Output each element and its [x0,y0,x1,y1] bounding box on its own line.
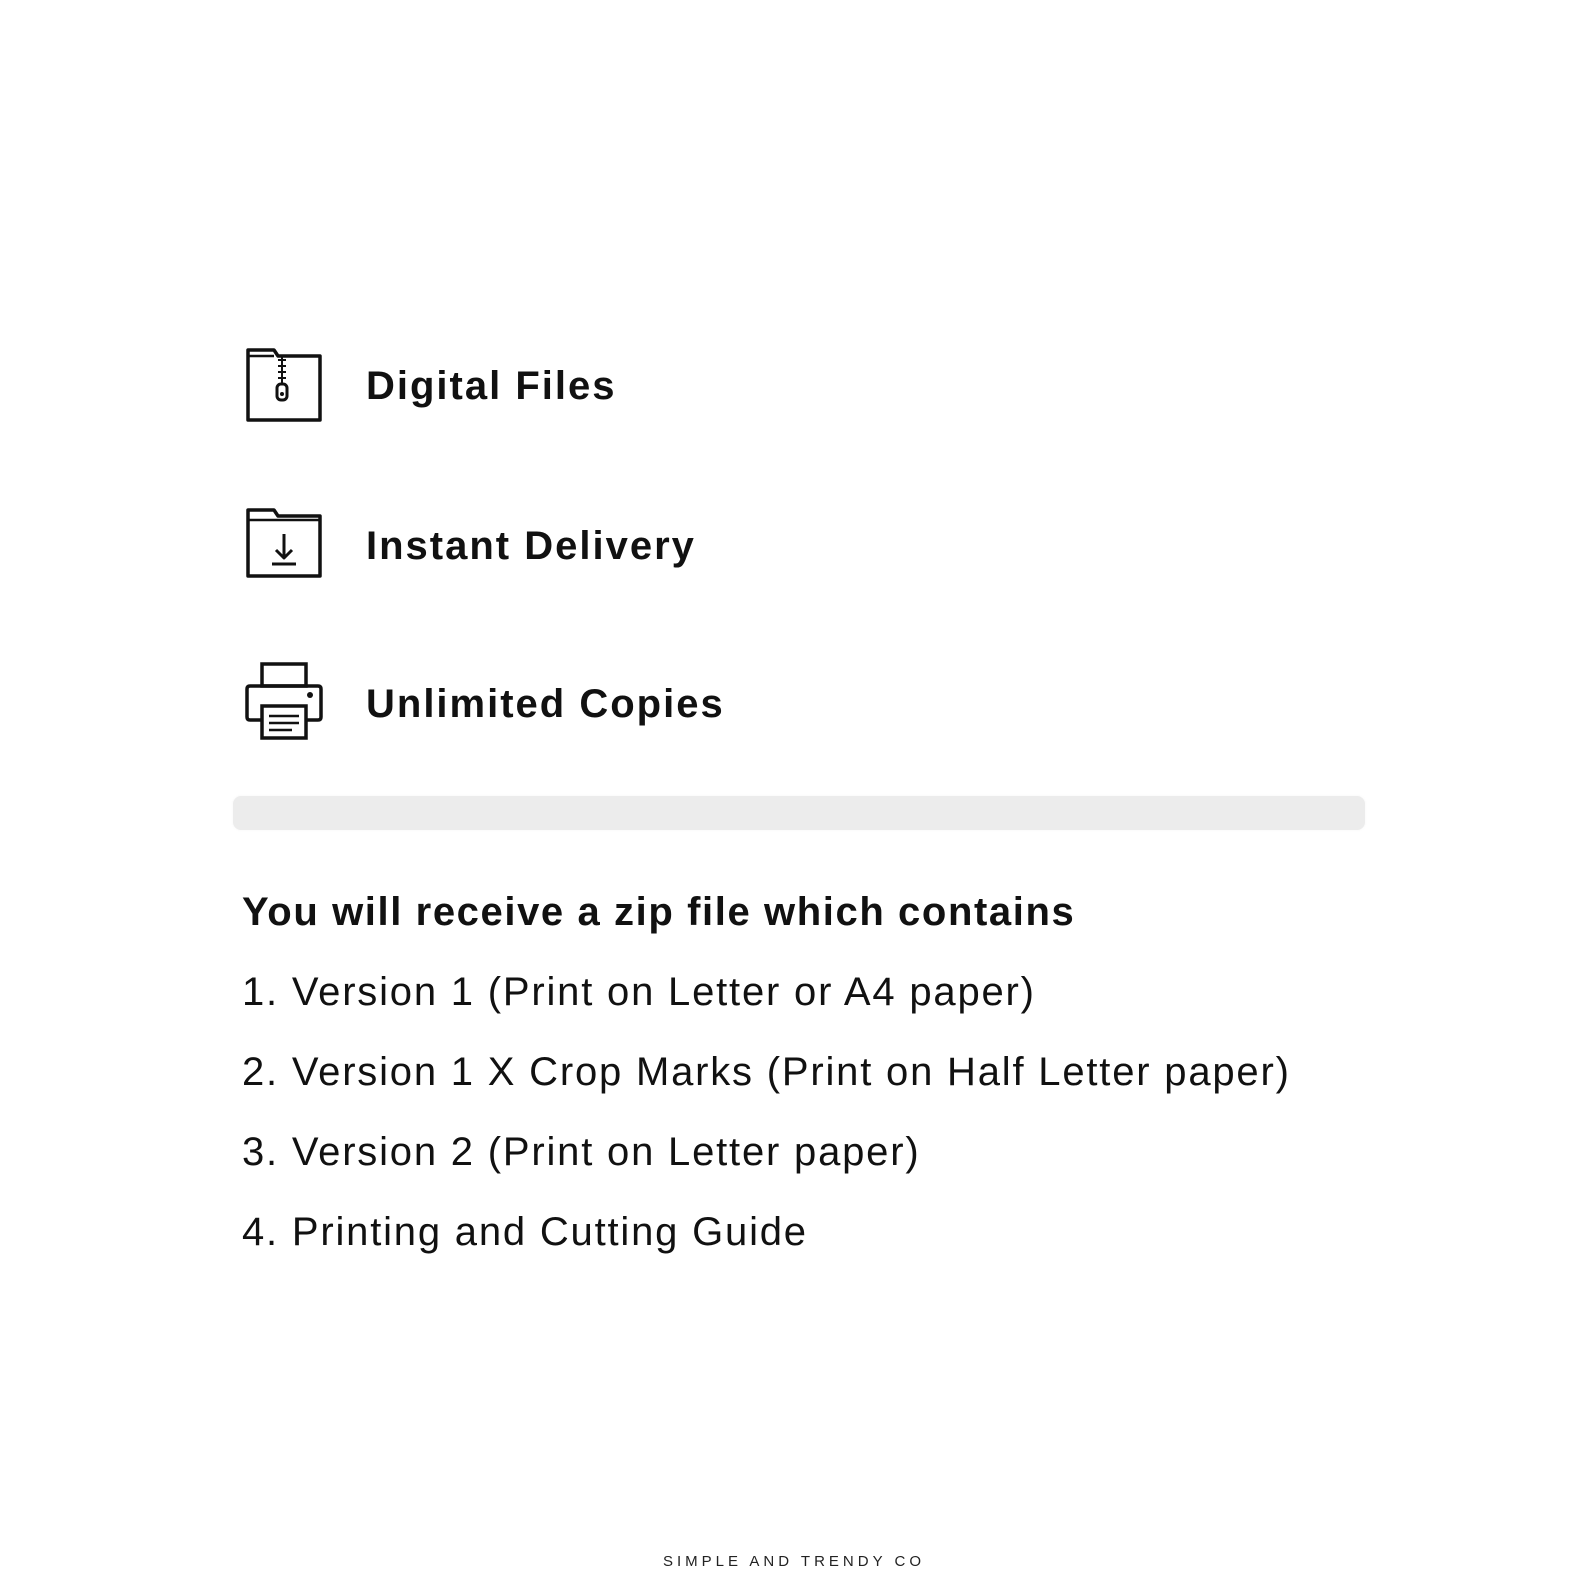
download-folder-icon [244,504,324,584]
contents-heading: You will receive a zip file which contains [242,890,1076,934]
feature-digital-files [244,344,1144,424]
brand-footer: SIMPLE AND TRENDY CO [663,1553,925,1570]
printer-icon [244,662,324,742]
zip-folder-icon [244,344,324,424]
list-item: 4. Printing and Cutting Guide [242,1210,808,1254]
feature-instant-delivery [244,504,1144,584]
zip-contents-section [242,884,1442,1284]
feature-label: Digital Files [366,364,617,408]
feature-label: Instant Delivery [366,524,696,568]
feature-unlimited-copies [244,662,1144,742]
contents-list [242,964,1442,1260]
divider [233,796,1365,830]
list-item: 2. Version 1 X Crop Marks (Print on Half Letter paper) [242,1050,1291,1094]
feature-label: Unlimited Copies [366,682,725,726]
list-item: 1. Version 1 (Print on Letter or A4 paper) [242,970,1036,1014]
list-item: 3. Version 2 (Print on Letter paper) [242,1130,921,1174]
